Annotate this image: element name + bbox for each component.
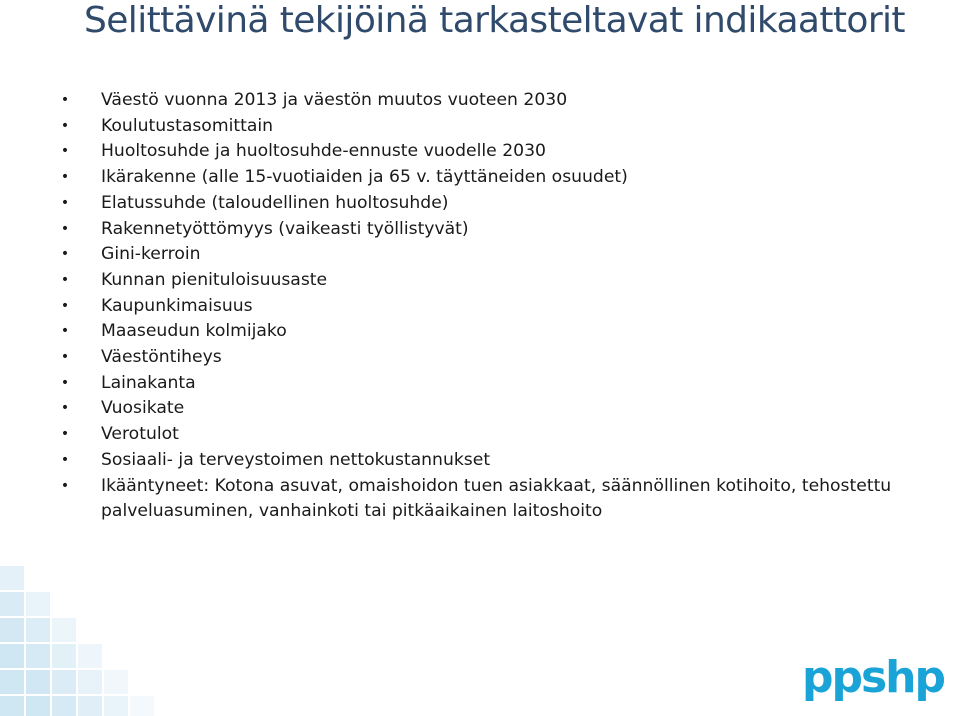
list-item-text: Sosiaali- ja terveystoimen nettokustannukset xyxy=(101,449,491,470)
bullet-icon: • xyxy=(60,297,70,314)
list-item xyxy=(60,294,940,320)
list-item-text: Kunnan pienituloisuusaste xyxy=(101,269,328,290)
list-item-text: Lainakanta xyxy=(101,372,196,393)
list-item xyxy=(60,165,940,191)
bullet-icon: • xyxy=(60,323,70,340)
bullet-icon: • xyxy=(60,194,70,211)
bullet-icon: • xyxy=(60,477,70,494)
list-item-text: Huoltosuhde ja huoltosuhde-ennuste vuodelle 2030 xyxy=(101,141,546,162)
list-item xyxy=(60,474,940,525)
bullet-icon: • xyxy=(60,143,70,160)
list-item-text: Väestöntiheys xyxy=(101,347,222,368)
bullet-icon: • xyxy=(60,374,70,391)
list-item xyxy=(60,217,940,243)
indicator-list xyxy=(60,88,940,525)
bullet-icon: • xyxy=(60,349,70,366)
list-item xyxy=(60,242,940,268)
bullet-icon: • xyxy=(60,246,70,263)
bullet-icon: • xyxy=(60,271,70,288)
list-item-text: Väestö vuonna 2013 ja väestön muutos vuoteen 2030 xyxy=(101,90,568,110)
list-item xyxy=(60,345,940,371)
bullet-icon: • xyxy=(60,220,70,237)
list-item xyxy=(60,319,940,345)
list-item xyxy=(60,448,940,474)
list-item xyxy=(60,268,940,294)
list-item-text: Rakennetyöttömyys (vaikeasti työllistyvät) xyxy=(101,218,469,239)
list-item-text: Vuosikate xyxy=(101,398,185,419)
bullet-icon: • xyxy=(60,169,70,186)
bullet-icon: • xyxy=(60,92,70,108)
list-item xyxy=(60,371,940,397)
list-item xyxy=(60,422,940,448)
list-item-text: Maaseudun kolmijako xyxy=(101,321,287,342)
list-item xyxy=(60,114,940,140)
bullet-icon: • xyxy=(60,117,70,134)
list-item xyxy=(60,139,940,165)
list-item-text: Verotulot xyxy=(101,424,179,445)
slide-title: Selittävinä tekijöinä tarkasteltavat indikaattorit xyxy=(84,0,905,41)
bullet-icon: • xyxy=(60,400,70,417)
list-item-text: Gini-kerroin xyxy=(101,244,201,265)
bullet-icon: • xyxy=(60,451,70,468)
bullet-icon: • xyxy=(60,426,70,443)
ppshp-logo xyxy=(800,646,960,716)
list-item xyxy=(60,191,940,217)
list-item xyxy=(60,88,940,114)
decorative-mosaic xyxy=(0,566,180,716)
list-item-text: Ikärakenne (alle 15-vuotiaiden ja 65 v. täyttäneiden osuudet) xyxy=(101,167,628,188)
logo-text: ppshp xyxy=(802,652,945,703)
list-item-text: Ikääntyneet: Kotona asuvat, omaishoidon tuen asiakkaat, säännöllinen kotihoito, tehostettu palveluasuminen, vanhainkoti tai pitkäaikainen laitoshoito xyxy=(101,475,892,522)
list-item-text: Kaupunkimaisuus xyxy=(101,295,253,316)
list-item-text: Koulutustasomittain xyxy=(101,115,274,136)
list-item-text: Elatussuhde (taloudellinen huoltosuhde) xyxy=(101,192,449,213)
list-item xyxy=(60,396,940,422)
